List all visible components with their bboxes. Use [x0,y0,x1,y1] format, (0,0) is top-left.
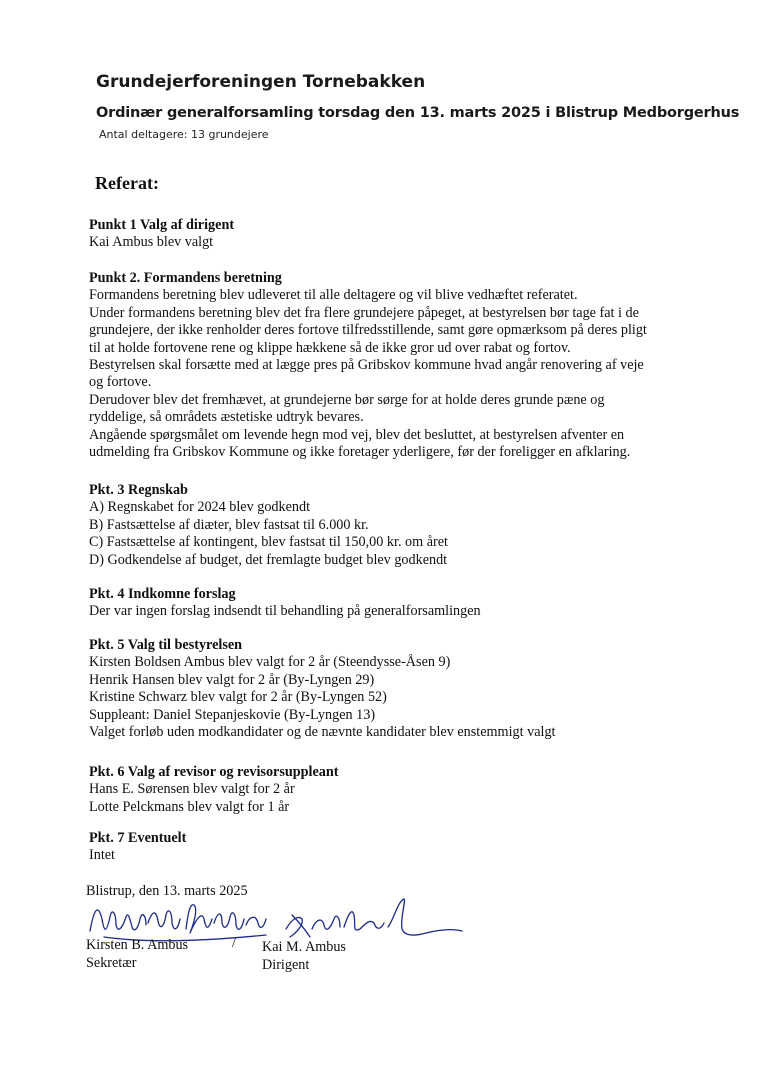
section-line: Henrik Hansen blev valgt for 2 år (By-Lyngen 29) [89,671,375,688]
section-line: Der var ingen forslag indsendt til behandling på generalforsamlingen [89,603,481,620]
section-line: B) Fastsættelse af diæter, blev fastsat til 6.000 kr. [89,516,369,533]
signature-separator: / [232,935,236,951]
attendance-count: Antal deltagere: 13 grundejere [99,128,269,141]
section-line: Derudover blev det fremhævet, at grundejerne bør sørge for at holde deres grunde pæne og [89,391,605,408]
section-line: Valget forløb uden modkandidater og de nævnte kandidater blev enstemmigt valgt [89,724,556,741]
section-valg-bestyrelsen [89,637,729,741]
section-line: Kristine Schwarz blev valgt for 2 år (By-Lyngen 52) [89,689,387,706]
section-dirigent [89,217,729,252]
section-line: Bestyrelsen skal forsætte med at lægge pres på Gribskov kommune hvad angår renovering af veje [89,357,644,374]
signer-2-role: Dirigent [262,957,310,973]
section-heading: Pkt. 5 Valg til bestyrelsen [89,637,243,653]
section-valg-revisor [89,764,729,816]
section-heading: Pkt. 4 Indkomne forslag [89,586,236,602]
section-formandens-beretning [89,270,729,461]
section-regnskab [89,482,729,569]
section-line: Hans E. Sørensen blev valgt for 2 år [89,781,295,798]
section-eventuelt [89,830,729,865]
organization-title: Grundejerforeningen Tornebakken [96,72,426,92]
section-line: til at holde fortovene rene og klippe hækkene så de ikke gror ud over rabat og fortov. [89,339,571,356]
referat-heading: Referat: [95,173,159,193]
section-line: Lotte Pelckmans blev valgt for 1 år [89,798,290,815]
signer-1-role: Sekretær [86,955,137,971]
section-heading: Pkt. 6 Valg af revisor og revisorsuppleant [89,764,339,780]
section-line: D) Godkendelse af budget, det fremlagte budget blev godkendt [89,551,448,568]
section-line: Suppleant: Daniel Stepanjeskovie (By-Lyngen 13) [89,706,376,723]
section-heading: Punkt 2. Formandens beretning [89,270,282,286]
section-line: og fortove. [89,374,152,391]
section-line: C) Fastsættelse af kontingent, blev fastsat til 150,00 kr. om året [89,534,448,551]
section-line: udmelding fra Gribskov Kommune og ikke foretager yderligere, før der foreligger en afklaring. [89,444,631,461]
section-line: Intet [89,847,115,864]
section-line: Kirsten Boldsen Ambus blev valgt for 2 år (Steendysse-Åsen 9) [89,654,451,671]
signer-1-name: Kirsten B. Ambus [86,937,189,953]
signature-block [86,883,686,983]
section-indkomne-forslag [89,586,729,621]
section-line: A) Regnskabet for 2024 blev godkendt [89,499,311,516]
section-line: Angående spørgsmålet om levende hegn mod vej, blev det besluttet, at bestyrelsen afventer en [89,426,625,443]
section-heading: Pkt. 3 Regnskab [89,482,188,498]
section-heading: Punkt 1 Valg af dirigent [89,217,235,233]
section-line: Under formandens beretning blev det fra flere grundejere påpeget, at bestyrelsen bør tage fat i de [89,304,639,321]
section-line: Kai Ambus blev valgt [89,234,214,251]
meeting-title: Ordinær generalforsamling torsdag den 13. marts 2025 i Blistrup Medborgerhus [96,105,740,121]
section-heading: Pkt. 7 Eventuelt [89,830,187,846]
section-line: Formandens beretning blev udleveret til alle deltagere og vil blive vedhæftet referatet. [89,287,578,304]
section-line: grundejere, der ikke renholder deres fortove tilfredsstillende, samt gøre opmærksom på deres pligt [89,322,647,339]
section-line: ryddelige, så områdets æstetiske udtryk bevares. [89,409,364,426]
signer-2-name: Kai M. Ambus [262,939,346,955]
place-date: Blistrup, den 13. marts 2025 [86,883,248,899]
